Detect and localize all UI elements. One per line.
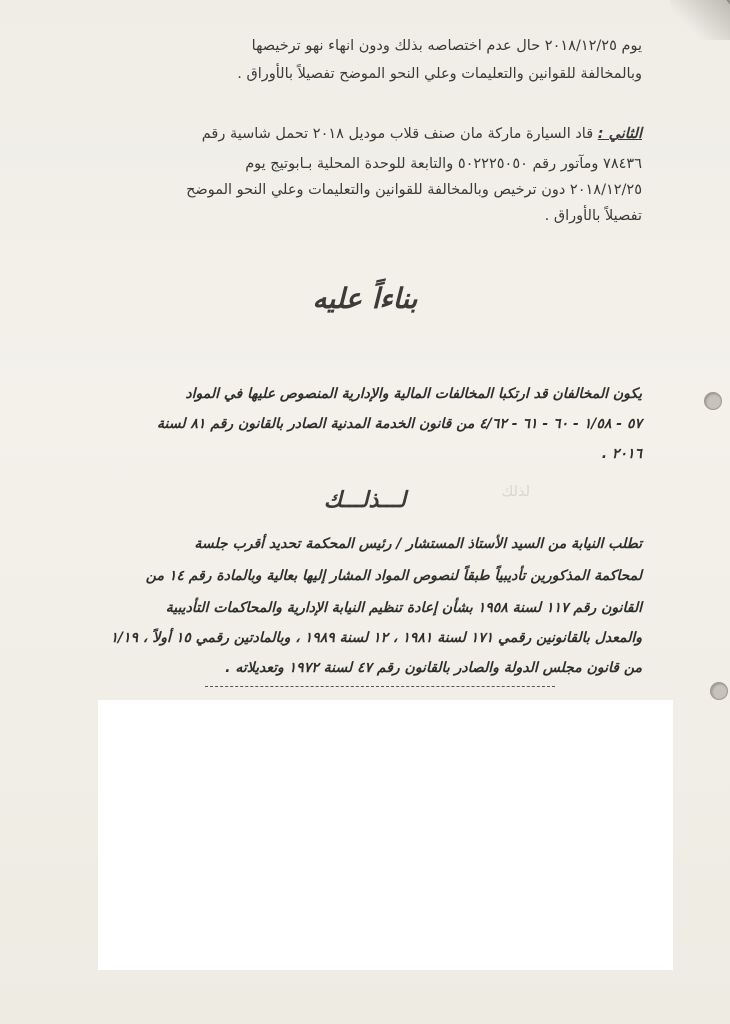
second-line-4: تفصيلاً بالأوراق . [544, 208, 642, 224]
ruling-line-2: ٥٧ - ١/٥٨ - ٦٠ - ٦١ - ٤/٦٢ من قانون الخدمة المدنية الصادر بالقانون رقم ٨١ لسنة [157, 416, 642, 432]
request-line-1: تطلب النيابة من السيد الأستاذ المستشار / رئيس المحكمة تحديد أقرب جلسة [194, 536, 642, 552]
request-line-3: القانون رقم ١١٧ لسنة ١٩٥٨ بشأن إعادة تنظيم النيابة الإدارية والمحاكمات التأديبية [165, 600, 642, 616]
intro-line-1: يوم ٢٠١٨/١٢/٢٥ حال عدم اختصاصه بذلك ودون انهاء نهو ترخيصها [251, 38, 642, 54]
punch-hole-lower [710, 682, 728, 700]
dashed-separator [205, 686, 555, 687]
second-line-3: ٢٠١٨/١٢/٢٥ دون ترخيص وبالمخالفة للقوانين والتعليمات وعلي النحو الموضح [186, 182, 642, 198]
second-line-1 [202, 126, 642, 142]
redacted-area [98, 700, 673, 970]
page-corner-shadow [670, 0, 730, 40]
intro-line-2: وبالمخالفة للقوانين والتعليمات وعلي النحو الموضح تفصيلاً بالأوراق . [237, 66, 642, 82]
punch-hole-upper [704, 392, 722, 410]
section-title: بناءاً عليه [312, 282, 418, 315]
request-line-5: من قانون مجلس الدولة والصادر بالقانون رقم ٤٧ لسنة ١٩٧٢ وتعديلاته . [225, 660, 642, 676]
second-line-1-text: قاد السيارة ماركة مان صنف قلاب موديل ٢٠١٨ تحمل شاسية رقم [201, 126, 594, 142]
request-line-2: لمحاكمة المذكورين تأديبياً طبقاً لنصوص المواد المشار إليها بعالية وبالمادة رقم ١٤ من [145, 568, 642, 584]
bleed-through-text: لذلك [501, 484, 530, 500]
second-label: الثاني : [597, 126, 642, 142]
ruling-line-3: ٢٠١٦ . [601, 446, 642, 462]
request-line-4: والمعدل بالقانونين رقمي ١٧١ لسنة ١٩٨١ ، ١٢ لسنة ١٩٨٩ ، وبالمادتين رقمي ١٥ أولاً ، ١/١٩ [110, 630, 642, 646]
second-line-2: ٧٨٤٣٦ ومآتور رقم ٥٠٢٢٢٥٠٥٠ والتابعة للوحدة المحلية بـابوتيج يوم [245, 156, 642, 172]
therefore-heading: لـــذلـــك [323, 488, 407, 513]
ruling-line-1: يكون المخالفان قد ارتكبا المخالفات المالية والإدارية المنصوص عليها في المواد [185, 386, 642, 402]
